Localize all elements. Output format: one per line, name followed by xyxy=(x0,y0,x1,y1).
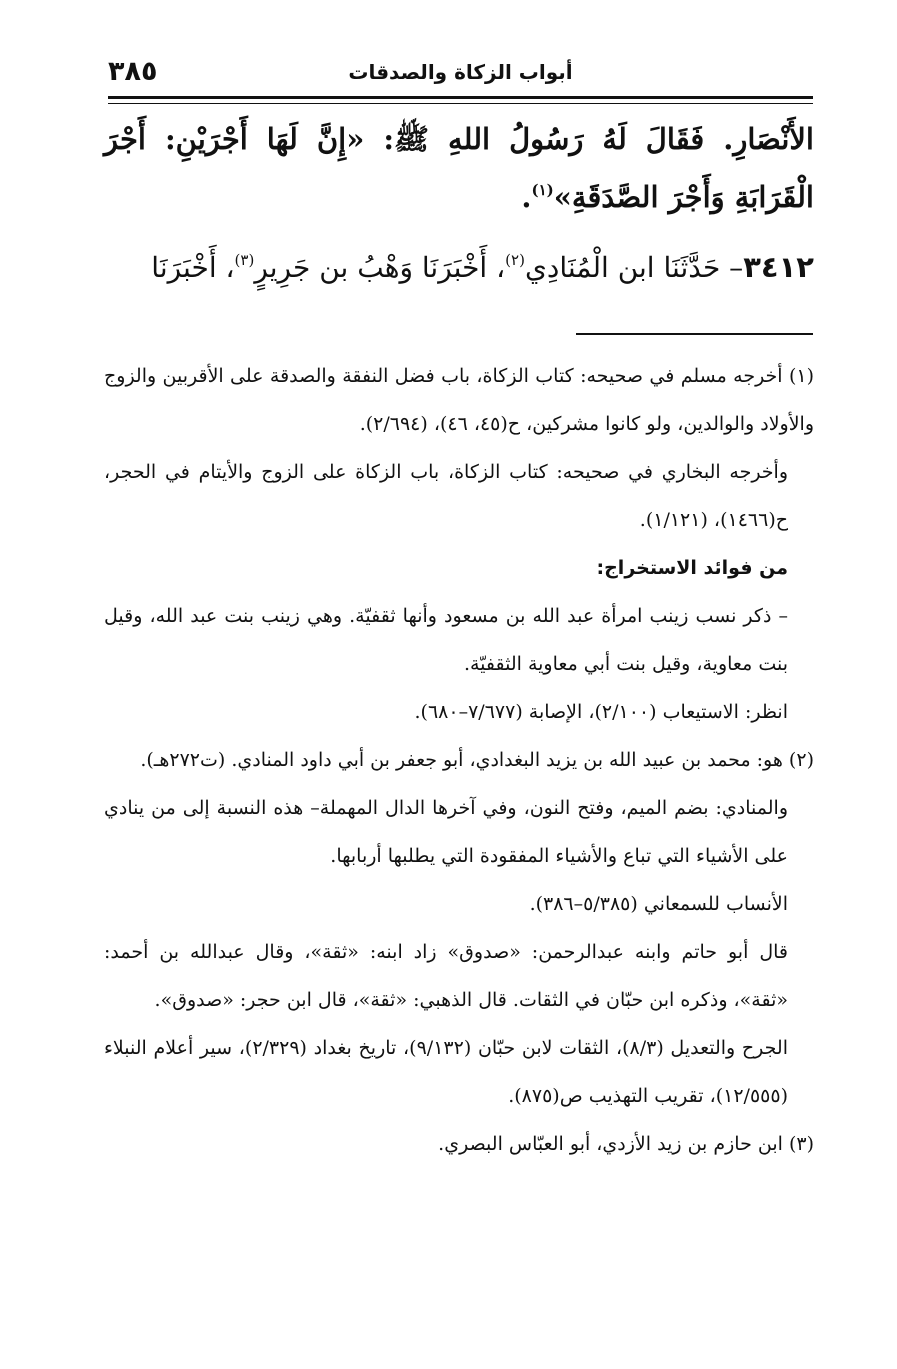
footnote-1-subheading: من فوائد الاستخراج: xyxy=(596,557,788,579)
footnote-2: (٢) هو: محمد بن عبيد الله بن يزيد البغدادي، أبو جعفر بن أبي داود المنادي. (ت٢٧٢هـ). xyxy=(140,749,814,771)
hadith-paragraph xyxy=(104,110,814,226)
hadith-number: ٣٤١٢ xyxy=(743,250,814,284)
page-number: ٣٨٥ xyxy=(108,56,158,87)
isnad-part-2: ، أَخْبَرَنَا وَهْبُ بن جَرِيرٍ xyxy=(254,251,506,284)
footnote-2-opinions: قال أبو حاتم وابنه عبدالرحمن: «صدوق» زاد ابنه: «ثقة»، وقال عبدالله بن أحمد: «ثقة»، وذكره ابن حبّان في الثقات. قال الذهبي: «ثقة»، قال ابن حجر: «صدوق». xyxy=(104,941,788,1011)
header-rule-thin xyxy=(108,103,813,104)
header-rule xyxy=(108,96,813,99)
footnote-separator xyxy=(576,333,813,335)
footnote-1-bukhari: وأخرجه البخاري في صحيحه: كتاب الزكاة، باب الزكاة على الزوج والأيتام في الحجر، ح(١٤٦٦)، (١/١٢١). xyxy=(104,461,788,531)
hadith-isnad xyxy=(104,238,814,297)
isnad-part-3: ، أَخْبَرَنَا xyxy=(151,251,235,284)
hadith-paragraph-end: . xyxy=(521,180,532,214)
footnote-1: (١) أخرجه مسلم في صحيحه: كتاب الزكاة، باب فضل النفقة والصدقة على الأقربين والزوج والأولاد والوالدين، ولو كانوا مشركين، ح(٤٥، ٤٦)، (٢/٦٩٤). xyxy=(104,365,814,435)
footnotes xyxy=(104,352,814,1168)
hadith-paragraph-text: الأَنْصَارِ. فَقَالَ لَهُ رَسُولُ اللهِ ﷺ: «إِنَّ لَهَا أَجْرَيْنِ: أَجْرَ الْقَرَابَةِ وَأَجْرَ الصَّدَقَةِ» xyxy=(104,122,814,214)
footnote-2-nisba: والمنادي: بضم الميم، وفتح النون، وفي آخرها الدال المهملة– هذه النسبة إلى من ينادي على الأشياء التي تباع والأشياء المفقودة التي يطلبها أربابها. xyxy=(104,797,788,867)
footnote-3: (٣) ابن حازم بن زيد الأزدي، أبو العبّاس البصري. xyxy=(438,1133,814,1155)
footnote-ref-1: (١) xyxy=(531,181,554,199)
footnote-2-sources: الجرح والتعديل (٨/٣)، الثقات لابن حبّان (٩/١٣٢)، تاريخ بغداد (٢/٣٢٩)، سير أعلام النبلاء (١٢/٥٥٥)، تقريب التهذيب ص(٨٧٥). xyxy=(104,1037,789,1107)
footnote-ref-2: (٢) xyxy=(505,251,525,269)
footnote-1-see-also: انظر: الاستيعاب (٢/١٠٠)، الإصابة (٧/٦٧٧–٦٨٠). xyxy=(414,701,788,723)
hadith-dash: – xyxy=(720,251,744,284)
footnote-ref-3: (٣) xyxy=(234,251,255,269)
hadith-text xyxy=(104,110,814,226)
page-header xyxy=(108,56,813,92)
running-title: أبواب الزكاة والصدقات xyxy=(348,60,573,84)
footnote-2-ansab: الأنساب للسمعاني (٥/٣٨٥–٣٨٦). xyxy=(529,893,788,915)
footnote-1-benefit: – ذكر نسب زينب امرأة عبد الله بن مسعود وأنها ثقفيّة. وهي زينب بنت عبد الله، وقيل بنت معاوية، وقيل بنت أبي معاوية الثقفيّة. xyxy=(104,605,788,675)
isnad-part-1: حَدَّثَنَا ابن الْمُنَادِي xyxy=(524,251,721,284)
